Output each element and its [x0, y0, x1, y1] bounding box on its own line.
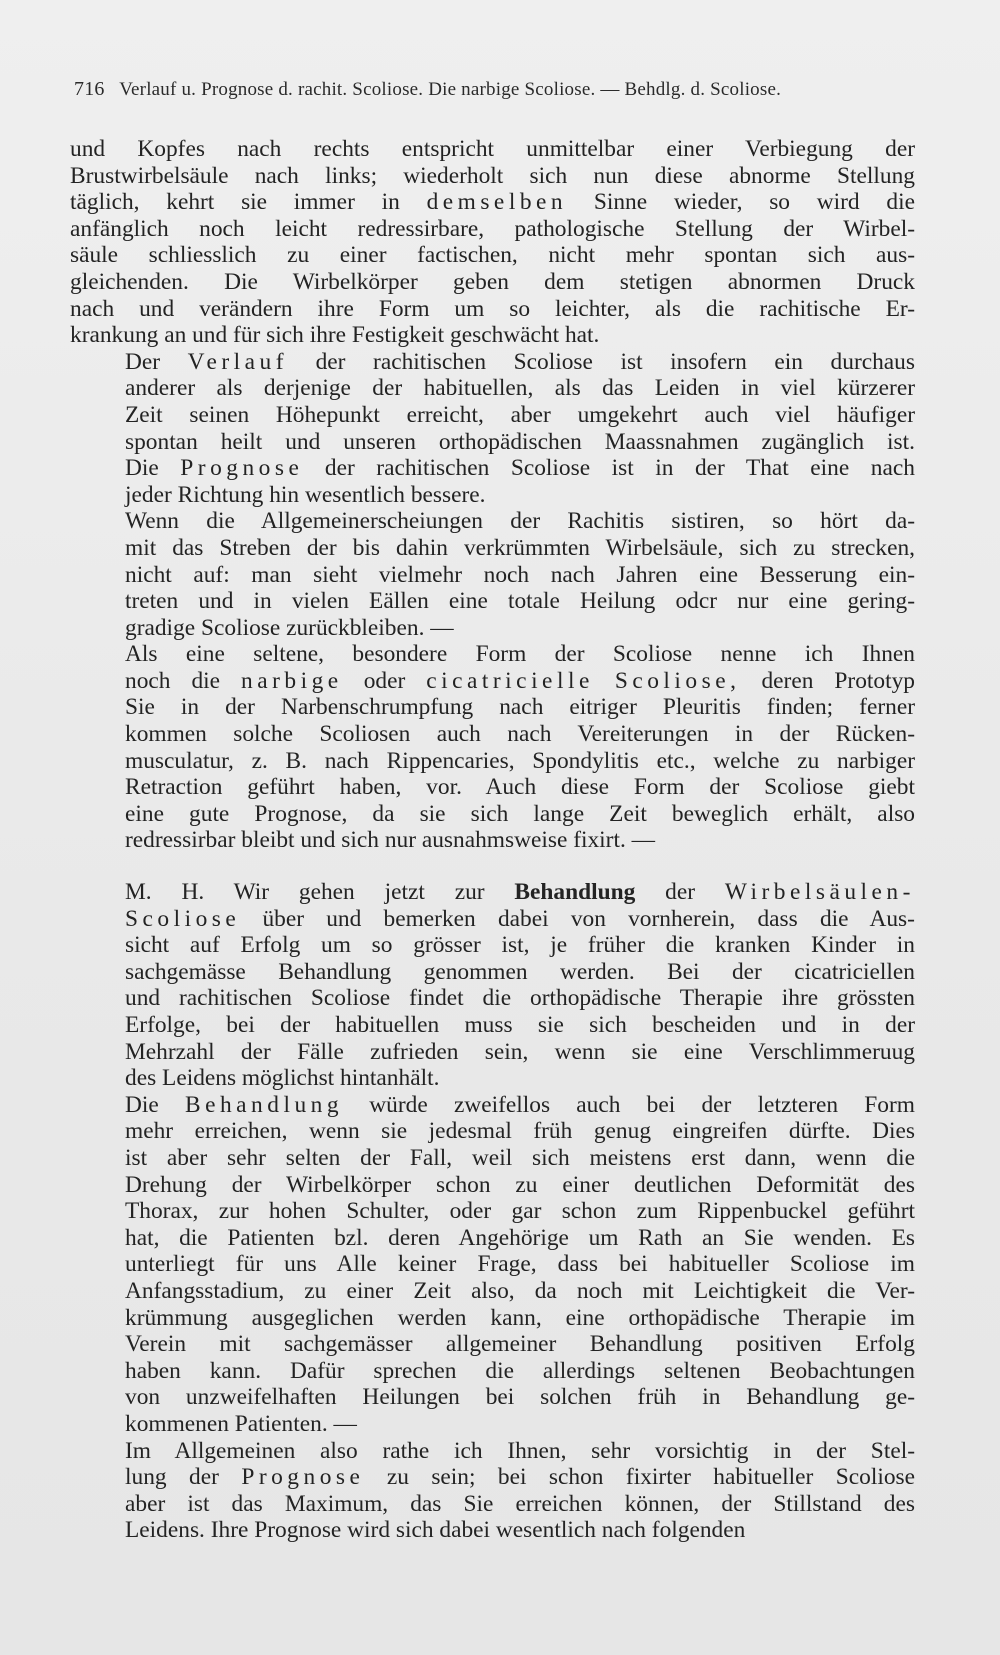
text-line: Anfangsstadium, zu einer Zeit also, da noch mit Leichtigkeit die Ver-	[125, 1277, 915, 1304]
text-line: Thorax, zur hohen Schulter, oder gar schon zum Rippenbuckel geführt	[125, 1198, 915, 1225]
text-line: aber ist das Maximum, das Sie erreichen können, der Stillstand des	[125, 1490, 915, 1517]
text-line: Scoliose über und bemerken dabei von vornherein, dass die Aus-	[125, 905, 915, 932]
text-line: nach und verändern ihre Form um so leichter, als die rachitische Er-	[70, 295, 915, 322]
text-line: noch die narbige oder cicatricielle Scoliose, deren Prototyp	[125, 667, 915, 694]
text-line: gradige Scoliose zurückbleiben. —	[125, 614, 454, 641]
text-line: krankung an und für sich ihre Festigkeit geschwächt hat.	[70, 322, 600, 349]
text-line: und rachitischen Scoliose findet die orthopädische Therapie ihre grössten	[125, 985, 915, 1012]
text-line: treten und in vielen Eällen eine totale Heilung odcr nur eine gering-	[125, 588, 915, 615]
text-line: Wenn die Allgemeinerscheiungen der Rachitis sistiren, so hört da-	[125, 508, 915, 535]
text-line: musculatur, z. B. nach Rippencaries, Spondylitis etc., welche zu narbiger	[125, 747, 915, 774]
text-line: eine gute Prognose, da sie sich lange Zeit beweglich erhält, also	[125, 800, 915, 827]
text-line: und Kopfes nach rechts entspricht unmittelbar einer Verbiegung der	[70, 136, 915, 162]
text-line: Im Allgemeinen also rathe ich Ihnen, sehr vorsichtig in der Stel-	[125, 1437, 915, 1464]
text-line: haben kann. Dafür sprechen die allerdings seltenen Beobachtungen	[125, 1357, 915, 1384]
text-line: Brustwirbelsäule nach links; wiederholt sich nun diese abnorme Stellung	[70, 162, 915, 189]
text-line: nicht auf: man sieht vielmehr noch nach Jahren eine Besserung ein-	[125, 561, 915, 588]
text-line: Mehrzahl der Fälle zufrieden sein, wenn sie eine Verschlimmeruug	[125, 1038, 915, 1065]
text-line: Erfolge, bei der habituellen muss sie sich bescheiden und in der	[125, 1012, 915, 1038]
text-line: säule schliesslich zu einer factischen, nicht mehr spontan sich aus-	[70, 242, 915, 269]
paragraph	[70, 136, 915, 349]
text-line: Leidens. Ihre Prognose wird sich dabei wesentlich nach folgenden	[125, 1517, 746, 1544]
text-line: krümmung ausgeglichen werden kann, eine orthopädische Therapie im	[125, 1304, 915, 1331]
text-line: kommen solche Scoliosen auch nach Vereiterungen in der Rücken-	[125, 721, 915, 748]
text-line: hat, die Patienten bzl. deren Angehörige um Rath an Sie wenden. Es	[125, 1224, 915, 1251]
running-header	[74, 78, 914, 101]
text-line: redressirbar bleibt und sich nur ausnahmsweise fixirt. —	[125, 827, 656, 854]
text-line: täglich, kehrt sie immer in demselben Sinne wieder, so wird die	[70, 189, 915, 216]
text-line: Retraction geführt haben, vor. Auch diese Form der Scoliose giebt	[125, 774, 915, 801]
text-line: M. H. Wir gehen jetzt zur Behandlung der Wirbelsäulen-	[125, 879, 915, 906]
text-line: unterliegt für uns Alle keiner Frage, dass bei habitueller Scoliose im	[125, 1251, 915, 1278]
text-line: kommenen Patienten. —	[125, 1410, 357, 1437]
text-line: sachgemässe Behandlung genommen werden. Bei der cicatriciellen	[125, 958, 915, 985]
paragraph	[70, 1438, 915, 1544]
running-title: Verlauf u. Prognose d. rachit. Scoliose. Die narbige Scoliose. — Behdlg. d. Scoliose.	[119, 79, 782, 100]
page-number: 716	[74, 78, 105, 100]
text-line: Zeit seinen Höhepunkt erreicht, aber umgekehrt auch viel häufiger	[125, 401, 915, 428]
body-text	[70, 136, 915, 1544]
text-line: mit das Streben der bis dahin verkrümmten Wirbelsäule, sich zu strecken,	[125, 534, 915, 561]
paragraph	[70, 1092, 915, 1438]
text-line: jeder Richtung hin wesentlich bessere.	[125, 481, 486, 508]
text-line: anfänglich noch leicht redressirbare, pathologische Stellung der Wirbel-	[70, 215, 915, 242]
text-line: Die Behandlung würde zweifellos auch bei der letzteren Form	[125, 1091, 915, 1118]
paragraph	[70, 879, 915, 1092]
text-line: Drehung der Wirbelkörper schon zu einer deutlichen Deformität des	[125, 1171, 915, 1198]
text-line: Sie in der Narbenschrumpfung nach eitriger Pleuritis finden; ferner	[125, 694, 915, 721]
text-line: Als eine seltene, besondere Form der Scoliose nenne ich Ihnen	[125, 641, 915, 668]
text-line: des Leidens möglichst hintanhält.	[125, 1065, 440, 1092]
text-line: spontan heilt und unseren orthopädischen Maassnahmen zugänglich ist.	[125, 428, 915, 455]
text-line: gleichenden. Die Wirbelkörper geben dem stetigen abnormen Druck	[70, 268, 915, 295]
paragraph	[70, 508, 915, 641]
paragraph	[70, 641, 915, 854]
text-line: Die Prognose der rachitischen Scoliose ist in der That eine nach	[125, 455, 915, 482]
text-line: von unzweifelhaften Heilungen bei solchen früh in Behandlung ge-	[125, 1384, 915, 1411]
text-line: sicht auf Erfolg um so grösser ist, je früher die kranken Kinder in	[125, 932, 915, 959]
paragraph	[70, 349, 915, 509]
text-line: Der Verlauf der rachitischen Scoliose ist insofern ein durchaus	[125, 348, 915, 375]
text-line: mehr erreichen, wenn sie jedesmal früh genug eingreifen dürfte. Dies	[125, 1118, 915, 1145]
text-line: anderer als derjenige der habituellen, als das Leiden in viel kürzerer	[125, 375, 915, 402]
section-gap	[70, 854, 915, 879]
text-line: lung der Prognose zu sein; bei schon fixirter habitueller Scoliose	[125, 1464, 915, 1491]
text-line: ist aber sehr selten der Fall, weil sich meistens erst dann, wenn die	[125, 1144, 915, 1171]
text-line: Verein mit sachgemässer allgemeiner Behandlung positiven Erfolg	[125, 1331, 915, 1358]
